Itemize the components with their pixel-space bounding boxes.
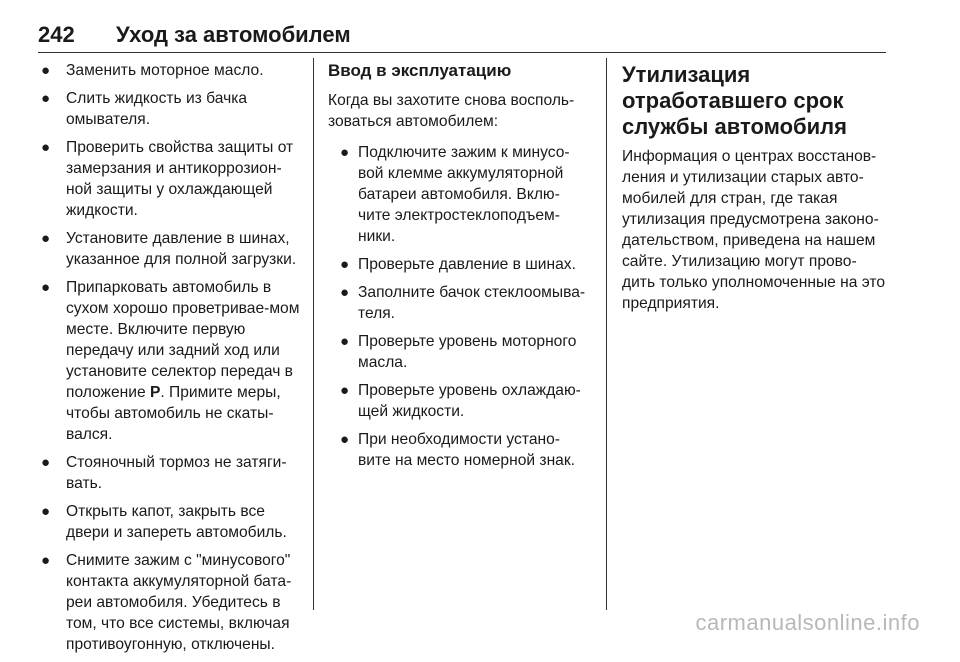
list-item: ● Проверьте давление в шинах. — [340, 256, 576, 273]
bullet-icon: ● — [41, 139, 51, 156]
section-title: Утилизация отработавшего срок службы автомобиля — [622, 62, 847, 139]
bullet-icon: ● — [340, 284, 350, 301]
list-item: ● Заполните бачок стеклоомыва-теля. — [340, 284, 586, 322]
gear-position-p: P — [149, 384, 161, 401]
column-divider — [606, 58, 607, 610]
bullet-icon: ● — [41, 279, 51, 296]
list-item: ● При необходимости устано-вите на место номерной знак. — [340, 431, 576, 469]
column-storage-steps — [38, 60, 300, 662]
list-item: ● Подключите зажим к минусо-вой клемме аккумуляторной батареи автомобиля. Вклю-чите электростеклоподъем-ники. — [340, 144, 570, 245]
column-recommissioning — [328, 60, 592, 478]
list-item: ● Стояночный тормоз не затяги-вать. — [41, 454, 287, 492]
list-item: ● Проверить свойства защиты от замерзания и антикоррозион-ной защиты у охлаждающей жидкости. — [41, 139, 294, 219]
bullet-icon: ● — [340, 382, 350, 399]
watermark: carmanualsonline.info — [695, 610, 920, 635]
list-item: ● Проверьте уровень охлаждаю-щей жидкости. — [340, 382, 581, 420]
bullet-icon: ● — [340, 144, 350, 161]
bullet-icon: ● — [41, 454, 51, 471]
chapter-title: Уход за автомобилем — [116, 22, 351, 47]
list-item: ● Слить жидкость из бачка омывателя. — [41, 90, 248, 128]
section-title: Ввод в эксплуатацию — [328, 61, 512, 80]
list-item: ● Открыть капот, закрыть все двери и запереть автомобиль. — [41, 503, 287, 541]
page-header — [38, 22, 886, 53]
list-item: ● Снимите зажим с "минусового" контакта аккумуляторной бата-реи автомобиля. Убедитесь в том, что все системы, включая противоугонную, отключены. — [41, 552, 292, 653]
list-item: ● Припарковать автомобиль в сухом хорошо проветривае-мом месте. Включите первую передачу или задний ход или установите селектор передач в положение P. Примите меры, чтобы автомобиль не скаты-вался. — [41, 279, 300, 443]
storage-list — [38, 60, 300, 655]
bullet-icon: ● — [41, 62, 51, 79]
column-divider — [313, 58, 314, 610]
list-item: ● Проверьте уровень моторного масла. — [340, 333, 577, 371]
bullet-icon: ● — [41, 90, 51, 107]
list-item: ● Заменить моторное масло. — [41, 62, 264, 79]
bullet-icon: ● — [340, 333, 350, 350]
bullet-icon: ● — [340, 256, 350, 273]
section-body: Информация о центрах восстанов-ления и утилизации старых авто-мобилей для стран, где такая утилизация предусмотрена законо-дательством, приведена на нашем сайте. Утилизацию могут прово-дить только уполномоченные на это предприятия. — [622, 148, 886, 312]
list-item: ● Установите давление в шинах, указанное для полной загрузки. — [41, 230, 297, 268]
bullet-icon: ● — [340, 431, 350, 448]
recommissioning-list — [328, 142, 592, 471]
section-intro: Когда вы захотите снова восполь-зоваться автомобилем: — [328, 92, 575, 130]
bullet-icon: ● — [41, 503, 51, 520]
column-disposal — [622, 60, 888, 324]
page-number: 242 — [38, 22, 75, 47]
bullet-icon: ● — [41, 230, 51, 247]
bullet-icon: ● — [41, 552, 51, 569]
